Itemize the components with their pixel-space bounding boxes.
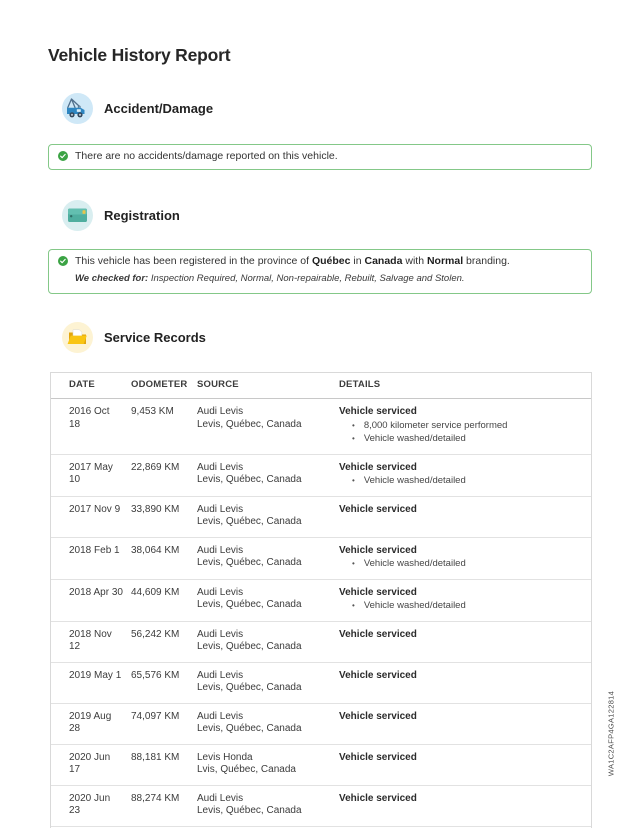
registration-checked-for: We checked for: Inspection Required, Normal, Non-repairable, Rebuilt, Salvage and Stolen.	[75, 273, 465, 284]
column-header-source: SOURCE	[197, 379, 239, 391]
details-item-text: 8,000 kilometer service performed	[363, 419, 508, 431]
details-title: Vehicle serviced	[339, 586, 417, 598]
service-odometer: 22,869 KM	[131, 461, 180, 473]
column-header-date: DATE	[69, 379, 95, 391]
service-odometer: 65,576 KM	[131, 669, 180, 681]
source-name: Audi Levis	[197, 503, 244, 515]
source-name: Audi Levis	[197, 669, 244, 681]
source-location: Levis, Québec, Canada	[197, 805, 302, 816]
service-odometer: 88,181 KM	[131, 751, 180, 763]
details-title: Vehicle serviced	[339, 751, 417, 763]
bullet-icon: •	[352, 476, 355, 485]
service-date: 2018 Feb 1	[69, 544, 120, 556]
service-details	[339, 752, 591, 777]
vin-vertical-label: WA1C2AFP4GA122814	[606, 690, 616, 777]
table-row	[51, 786, 591, 827]
service-details	[339, 670, 591, 695]
details-title: Vehicle serviced	[339, 461, 417, 473]
service-details	[339, 462, 591, 488]
branding-value: Normal	[426, 255, 464, 267]
service-source	[197, 629, 339, 654]
section-header-accident-damage	[62, 93, 640, 124]
details-item	[339, 433, 583, 446]
source-location: Levis, Québec, Canada	[197, 723, 302, 734]
service-source	[197, 670, 339, 695]
table-row	[51, 704, 591, 745]
page-title: Vehicle History Report	[48, 45, 231, 65]
table-row	[51, 455, 591, 497]
table-row	[51, 399, 591, 455]
details-title: Vehicle serviced	[339, 628, 417, 640]
service-source	[197, 752, 339, 777]
details-title: Vehicle serviced	[339, 544, 417, 556]
service-date: 2018 Nov 12	[69, 628, 112, 652]
service-date: 2017 Nov 9	[69, 503, 121, 515]
section-title-service-records: Service Records	[104, 330, 206, 345]
service-details	[339, 629, 591, 654]
details-item-text: Vehicle washed/detailed	[363, 475, 466, 486]
details-title: Vehicle serviced	[339, 503, 417, 515]
registration-alert-box	[48, 249, 592, 294]
source-location: Lvis, Québec, Canada	[197, 764, 296, 775]
column-header-odometer: ODOMETER	[131, 379, 188, 391]
service-details	[339, 587, 591, 613]
service-date: 2017 May 10	[69, 461, 113, 485]
source-name: Audi Levis	[197, 586, 244, 598]
service-odometer: 9,453 KM	[131, 406, 174, 417]
service-date: 2018 Apr 30	[69, 586, 123, 598]
section-header-registration	[62, 200, 640, 231]
service-date: 2019 Aug 28	[69, 710, 112, 734]
service-source	[197, 587, 339, 613]
source-location: Levis, Québec, Canada	[197, 599, 302, 610]
accident-alert-text: There are no accidents/damage reported on this vehicle.	[75, 150, 338, 162]
service-date: 2016 Oct 18	[69, 406, 110, 430]
table-row	[51, 497, 591, 538]
source-name: Audi Levis	[197, 710, 244, 722]
table-row	[51, 745, 591, 786]
source-name: Audi Levis	[197, 792, 244, 804]
details-title: Vehicle serviced	[339, 406, 417, 417]
details-title: Vehicle serviced	[339, 710, 417, 722]
details-item	[339, 420, 583, 433]
check-circle-icon	[58, 256, 68, 266]
check-circle-icon	[58, 151, 68, 161]
details-title: Vehicle serviced	[339, 792, 417, 804]
source-location: Levis, Québec, Canada	[197, 641, 302, 652]
service-source	[197, 545, 339, 571]
service-details	[339, 545, 591, 571]
source-name: Audi Levis	[197, 544, 244, 556]
section-header-service-records	[62, 322, 640, 353]
service-details	[339, 711, 591, 736]
source-location: Levis, Québec, Canada	[197, 418, 302, 430]
service-source	[197, 462, 339, 488]
service-source	[197, 406, 339, 446]
table-row	[51, 663, 591, 704]
source-location: Levis, Québec, Canada	[197, 557, 302, 568]
details-item	[339, 558, 583, 571]
source-name: Levis Honda	[197, 751, 253, 763]
details-title: Vehicle serviced	[339, 669, 417, 681]
service-details	[339, 793, 591, 818]
service-details	[339, 406, 591, 446]
column-header-details: DETAILS	[339, 379, 381, 391]
registration-alert-text: This vehicle has been registered in the province of Québec in Canada with Normal branding.	[75, 255, 510, 267]
service-source	[197, 793, 339, 818]
details-item	[339, 600, 583, 613]
bullet-icon: •	[352, 601, 355, 610]
service-date: 2020 Jun 17	[69, 751, 111, 775]
service-source	[197, 504, 339, 529]
folder-icon	[62, 322, 93, 353]
bullet-icon: •	[352, 434, 355, 443]
service-odometer: 38,064 KM	[131, 544, 180, 556]
source-name: Audi Levis	[197, 406, 244, 417]
source-name: Audi Levis	[197, 461, 244, 473]
bullet-icon: •	[352, 559, 355, 568]
service-date: 2020 Jun 23	[69, 792, 111, 816]
service-table-body	[51, 399, 591, 827]
service-details	[339, 504, 591, 529]
accident-alert-box	[48, 144, 592, 170]
table-row	[51, 538, 591, 580]
service-odometer: 88,274 KM	[131, 792, 180, 804]
details-item-text: Vehicle washed/detailed	[363, 558, 466, 569]
table-row	[51, 622, 591, 663]
province-name: Québec	[311, 255, 351, 267]
details-item-text: Vehicle washed/detailed	[363, 433, 466, 444]
registration-alert-content	[75, 255, 510, 284]
table-row	[51, 580, 591, 622]
tow-truck-icon	[62, 93, 93, 124]
service-odometer: 44,609 KM	[131, 586, 180, 598]
service-odometer: 33,890 KM	[131, 503, 180, 515]
service-source	[197, 711, 339, 736]
service-date: 2019 May 1	[69, 669, 122, 681]
bullet-icon: •	[352, 420, 355, 430]
table-header-row	[51, 373, 591, 399]
details-item-text: Vehicle washed/detailed	[363, 600, 466, 611]
section-title-accident-damage: Accident/Damage	[104, 101, 214, 116]
source-location: Levis, Québec, Canada	[197, 682, 302, 693]
country-name: Canada	[364, 255, 403, 267]
source-name: Audi Levis	[197, 628, 244, 640]
details-item	[339, 475, 583, 488]
source-location: Levis, Québec, Canada	[197, 474, 302, 485]
source-location: Levis, Québec, Canada	[197, 516, 302, 527]
registration-card-icon	[62, 200, 93, 231]
service-records-table	[50, 372, 592, 828]
service-odometer: 74,097 KM	[131, 710, 180, 722]
section-title-registration: Registration	[104, 208, 180, 223]
service-odometer: 56,242 KM	[131, 628, 180, 640]
